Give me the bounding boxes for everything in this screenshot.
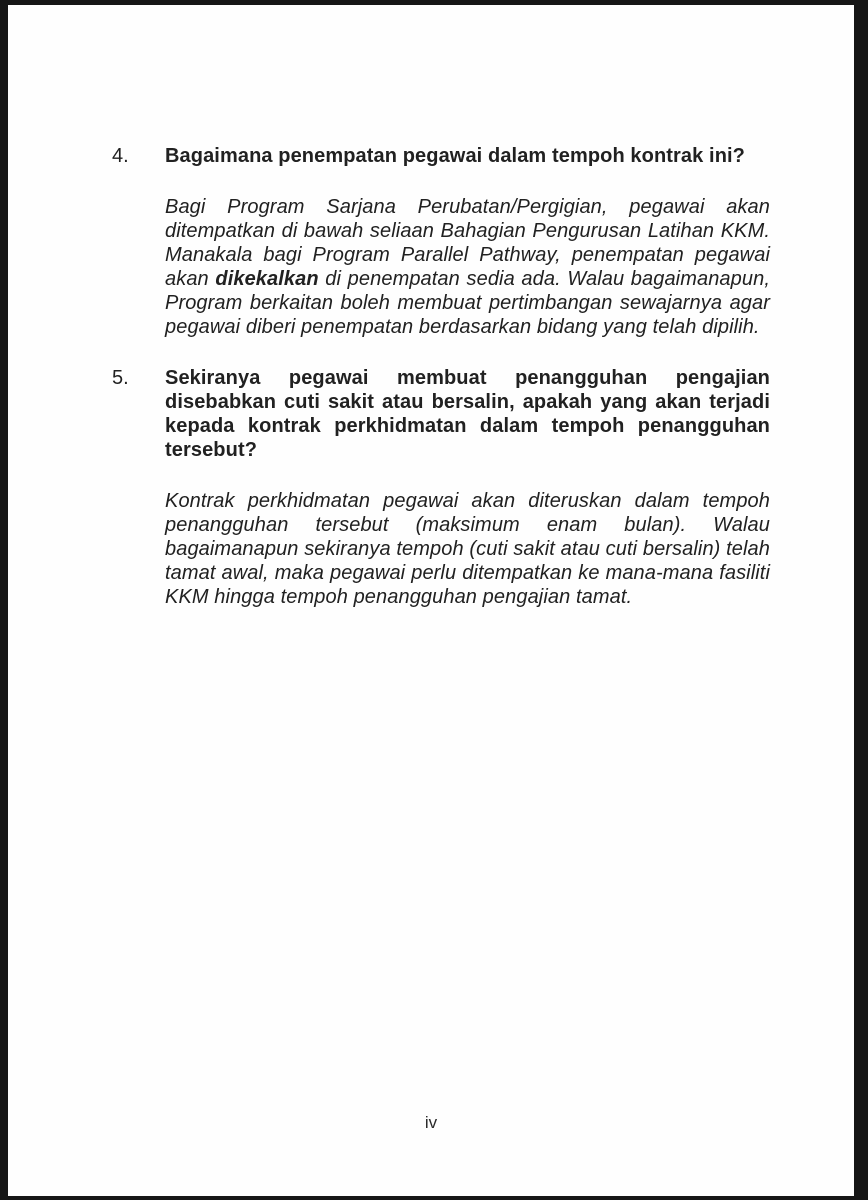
item-number: 4. <box>112 145 129 167</box>
answer-text-pre: Kontrak perkhidmatan pegawai akan diteruskan dalam tempoh penangguhan tersebut (maksimum enam bulan). Walau bagaimanapun sekiranya tempoh (cuti sakit atau cuti bersalin) telah tamat awal, maka pegawai perlu ditempatkan ke mana-mana fasiliti KKM hingga tempoh penangguhan pengajian tamat. <box>165 490 770 608</box>
answer-paragraph <box>165 489 770 609</box>
answer-text-pre: Bagi Program Sarjana Perubatan/Pergigian, pegawai akan ditempatkan di bawah seliaan Bahagian Pengurusan Latihan KKM. Manakala bagi Program Parallel Pathway, penempatan pegawai akan <box>165 196 770 290</box>
item-body <box>165 144 770 339</box>
faq-item-4 <box>112 144 770 339</box>
faq-content <box>112 144 770 609</box>
question-heading: Bagaimana penempatan pegawai dalam tempoh kontrak ini? <box>165 145 745 167</box>
answer-text-post: di penempatan sedia ada. Walau bagaimanapun, Program berkaitan boleh membuat pertimbangan sewajarnya agar pegawai diberi penempatan berdasarkan bidang yang telah dipilih. <box>165 268 770 338</box>
document-page <box>8 5 854 1196</box>
answer-emphasis: dikekalkan <box>215 268 319 290</box>
answer-paragraph <box>165 195 770 339</box>
item-number: 5. <box>112 367 129 389</box>
item-body <box>165 366 770 609</box>
page-number: iv <box>424 1113 438 1132</box>
faq-item-5 <box>112 366 770 609</box>
question-heading: Sekiranya pegawai membuat penangguhan pengajian disebabkan cuti sakit atau bersalin, apakah yang akan terjadi kepada kontrak perkhidmatan dalam tempoh penangguhan tersebut? <box>165 367 770 461</box>
